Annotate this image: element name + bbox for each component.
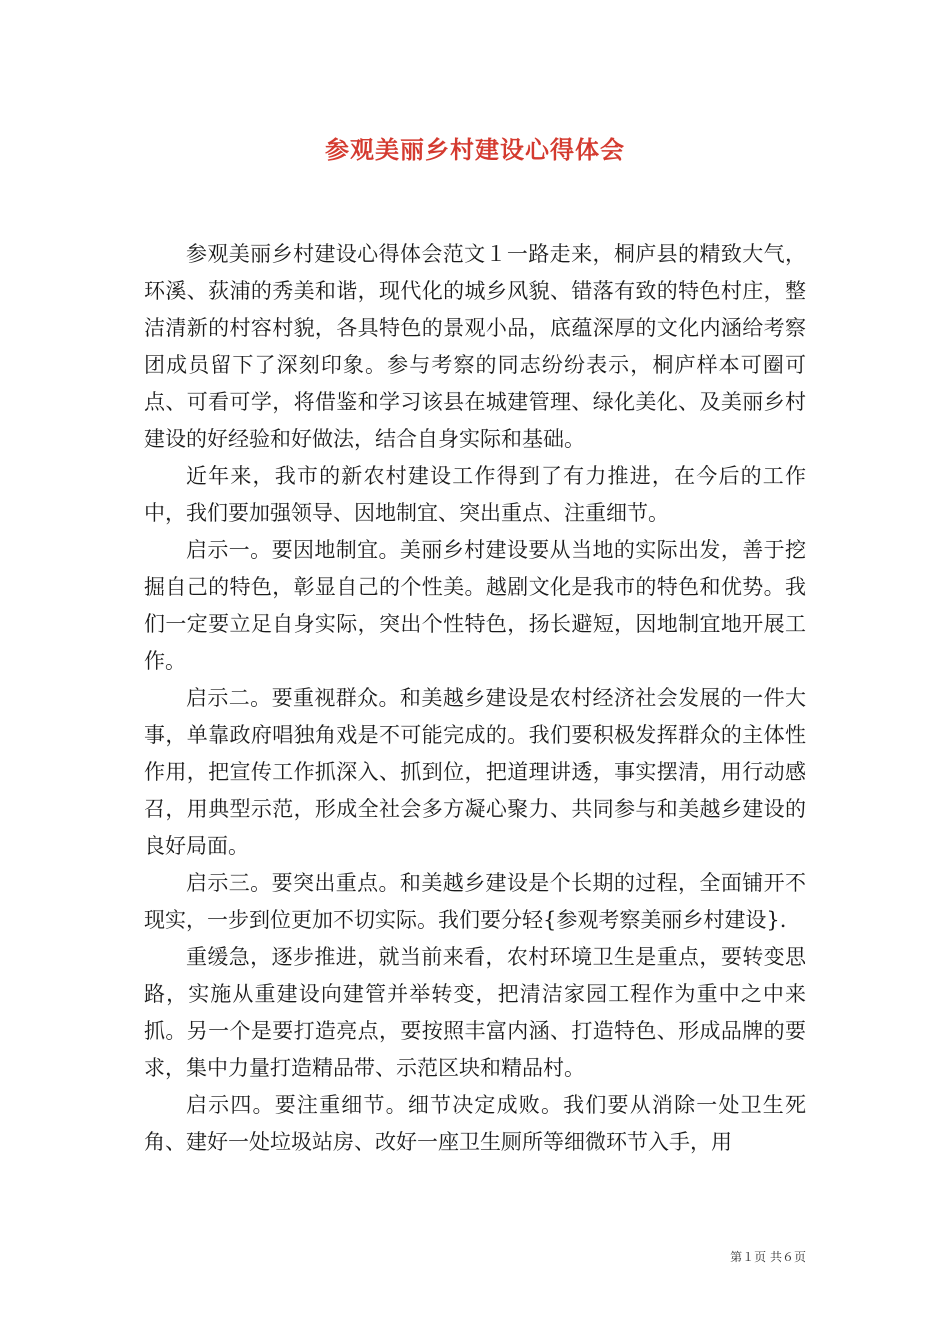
paragraph: 近年来，我市的新农村建设工作得到了有力推进，在今后的工作中，我们要加强领导、因地制宜、突出重点、注重细节。: [144, 464, 806, 525]
page-title: 参观美丽乡村建设心得体会: [325, 135, 625, 164]
paragraph: 启示四。要注重细节。细节决定成败。我们要从消除一处卫生死角、建好一处垃圾站房、改好一座卫生厕所等细微环节入手，用: [144, 1093, 806, 1154]
paragraph: 重缓急，逐步推进，就当前来看，农村环境卫生是重点，要转变思路，实施从重建设向建管并举转变，把清洁家园工程作为重中之中来抓。另一个是要打造亮点，要按照丰富内涵、打造特色、形成品牌的要求，集中力量打造精品带、示范区块和精品村。: [144, 945, 806, 1080]
paragraph: 启示一。要因地制宜。美丽乡村建设要从当地的实际出发，善于挖掘自己的特色，彰显自己的个性美。越剧文化是我市的特色和优势。我们一定要立足自身实际，突出个性特色，扬长避短，因地制宜地开展工作。: [144, 538, 806, 673]
page-number-footer: 第１页 共６页: [730, 1250, 806, 1264]
paragraph: 启示三。要突出重点。和美越乡建设是个长期的过程，全面铺开不现实，一步到位更加不切实际。我们要分轻{参观考察美丽乡村建设}.: [144, 871, 806, 932]
paragraph: 启示二。要重视群众。和美越乡建设是农村经济社会发展的一件大事，单靠政府唱独角戏是不可能完成的。我们要积极发挥群众的主体性作用，把宣传工作抓深入、抓到位，把道理讲透，事实摆清，用行动感召，用典型示范，形成全社会多方凝心聚力、共同参与和美越乡建设的良好局面。: [144, 686, 806, 858]
document-body: [144, 236, 806, 1161]
paragraph: 参观美丽乡村建设心得体会范文１一路走来，桐庐县的精致大气，环溪、荻浦的秀美和谐，现代化的城乡风貌、错落有致的特色村庄，整洁清新的村容村貌，各具特色的景观小品，底蕴深厚的文化内涵给考察团成员留下了深刻印象。参与考察的同志纷纷表示，桐庐样本可圈可点、可看可学，将借鉴和学习该县在城建管理、绿化美化、及美丽乡村建设的好经验和好做法，结合自身实际和基础。: [144, 242, 806, 451]
